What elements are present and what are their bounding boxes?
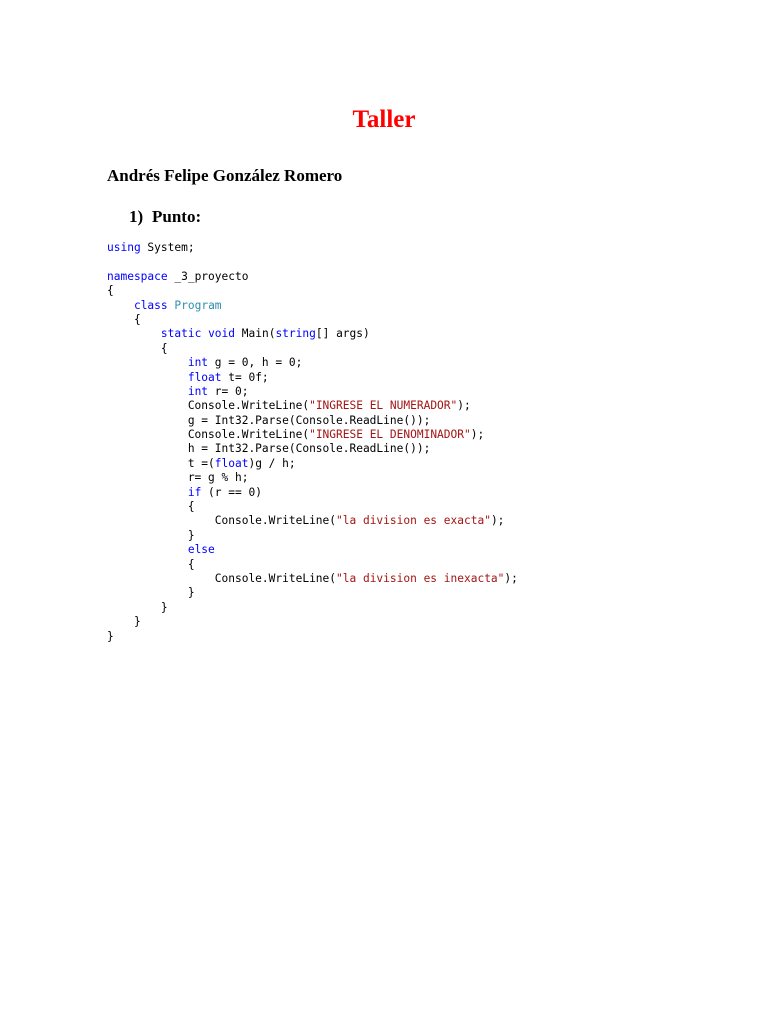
code-text [107,327,161,340]
code-text: { [107,557,195,571]
code-text: } [107,586,195,600]
author-name: Andrés Felipe González Romero [107,166,343,185]
code-line [107,457,518,471]
code-line [107,399,518,413]
code-text: h = Int32.Parse(Console.ReadLine()); [107,442,431,456]
code-line [107,558,518,572]
code-line [107,342,518,356]
code-text: r= g % h; [107,471,249,485]
code-keyword: using [107,241,141,254]
code-text: )g / h; [248,456,296,470]
code-string: "la division es inexacta" [336,571,505,585]
code-text: { [107,500,195,514]
code-text: g = 0, h = 0; [208,356,303,370]
code-block [107,241,518,644]
code-text [107,356,188,369]
code-text: r= 0; [208,384,249,398]
code-string: "INGRESE EL NUMERADOR" [309,399,458,413]
code-keyword: namespace [107,269,168,283]
code-line [107,442,518,456]
code-text: ); [490,514,505,528]
code-line [107,514,518,528]
code-text: t =( [107,456,215,470]
code-text: ); [457,399,471,413]
code-line [107,270,518,284]
code-text: Main( [235,327,276,341]
code-keyword: void [208,327,236,341]
code-text [107,371,188,384]
code-text: ); [504,571,518,585]
code-text: } [107,615,141,629]
code-text: Console.WriteLine( [107,514,337,528]
code-line [107,241,518,255]
code-string: "INGRESE EL DENOMINADOR" [309,428,471,442]
code-keyword: float [187,370,222,384]
code-keyword: int [187,356,209,370]
code-line [107,630,518,644]
code-line [107,327,518,341]
code-line [107,529,518,543]
code-text: [] args) [315,327,370,341]
code-line [107,428,518,442]
section-number: 1) [129,207,144,226]
document-title: Taller [352,106,416,133]
code-keyword: int [187,384,209,398]
code-keyword: float [214,456,249,470]
code-text: Console.WriteLine( [107,428,310,442]
code-text [107,486,188,499]
code-line [107,615,518,629]
code-text: } [107,600,168,614]
code-line [107,371,518,385]
code-line [107,414,518,428]
code-line [107,586,518,600]
code-text: } [107,629,114,643]
code-line [107,572,518,586]
code-line [107,299,518,313]
code-text: t= 0f; [221,370,269,384]
code-line [107,471,518,485]
code-text: { [107,284,114,298]
code-text: { [107,341,168,355]
code-text: Console.WriteLine( [107,399,310,413]
code-text: _3_proyecto [167,269,249,283]
section-heading [129,205,201,229]
code-text: } [107,528,195,542]
code-text: { [107,312,141,326]
code-keyword: if [187,485,202,499]
code-text: System; [140,241,195,254]
code-type: Program [174,298,222,312]
code-line [107,255,518,269]
section-label: Punto: [152,207,202,226]
code-keyword: string [275,327,316,341]
code-keyword: else [187,543,215,557]
code-text: (r == 0) [201,485,262,499]
code-line [107,313,518,327]
code-text [107,299,134,312]
code-line [107,385,518,399]
code-keyword: class [133,298,168,312]
code-text: g = Int32.Parse(Console.ReadLine()); [107,413,431,427]
code-line [107,601,518,615]
code-keyword: static [160,327,202,341]
code-line [107,500,518,514]
code-text: ); [470,428,485,442]
code-string: "la division es exacta" [336,514,491,528]
code-line [107,356,518,370]
code-line [107,543,518,557]
code-line [107,284,518,298]
code-text: Console.WriteLine( [107,571,337,585]
code-line [107,486,518,500]
code-text [107,385,188,398]
code-text [107,543,188,556]
